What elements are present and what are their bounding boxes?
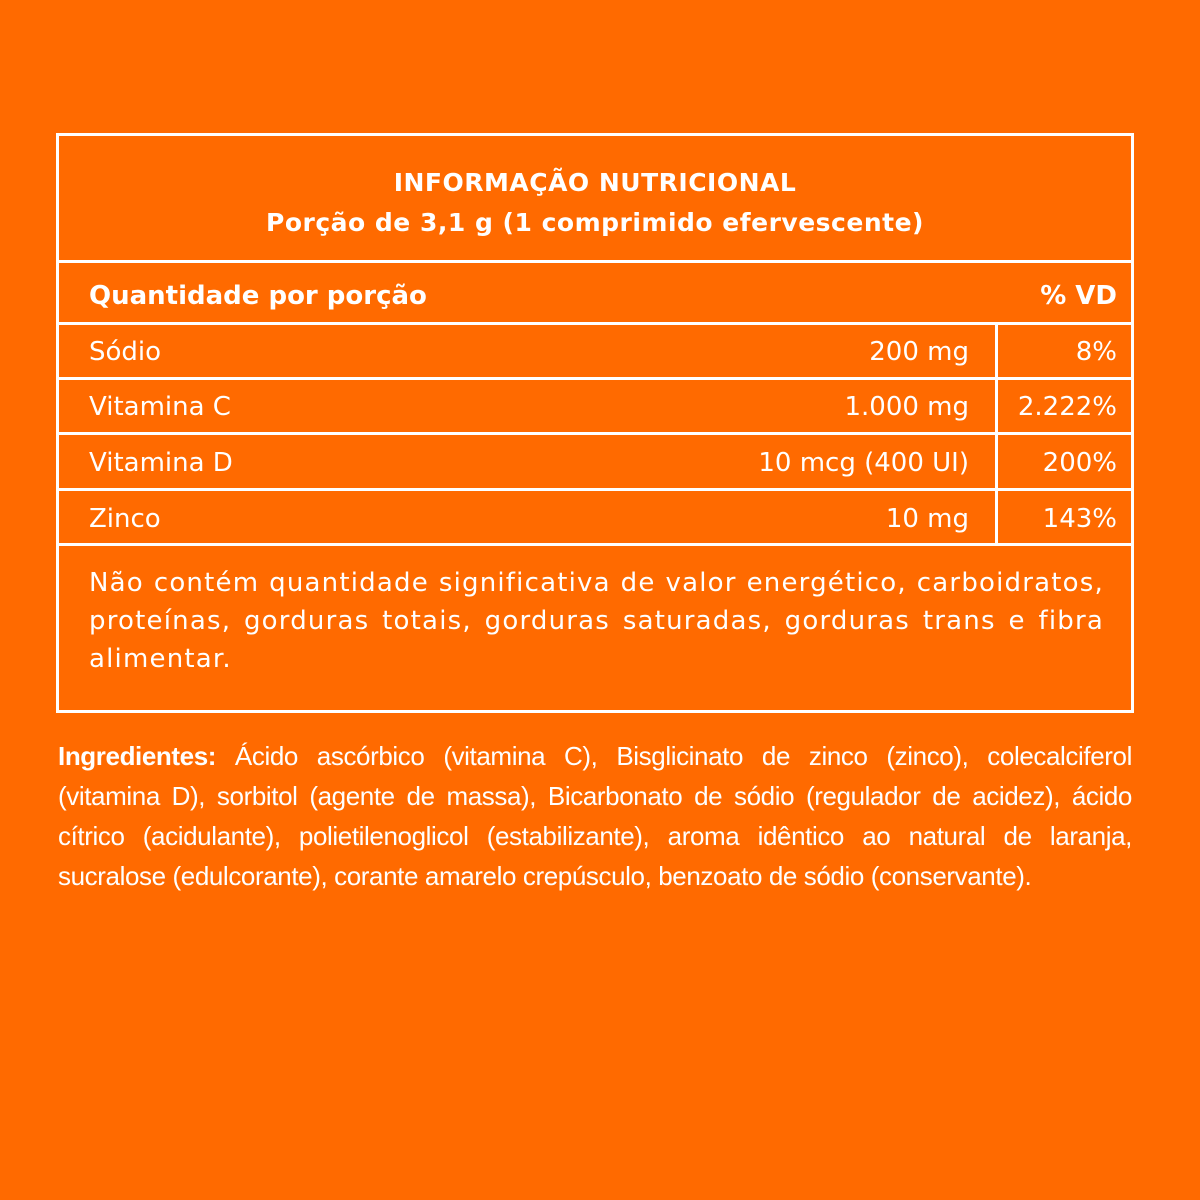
- nutrient-name: Vitamina D: [89, 448, 233, 478]
- nutrient-dv: 200%: [1042, 448, 1117, 478]
- serving-size: Porção de 3,1 g (1 comprimido efervescente): [266, 208, 924, 237]
- nutrient-dv: 2.222%: [1017, 392, 1117, 422]
- divider: [59, 260, 1131, 263]
- divider: [59, 322, 1131, 325]
- nutrition-facts-table: [56, 133, 1134, 713]
- ingredients-text: Ácido ascórbico (vitamina C), Bisglicinato de zinco (zinco), colecalciferol (vitamina D), sorbitol (agente de massa), Bicarbonato de sódio (regulador de acidez), ácido cítrico (acidulante), polietilenoglicol (estabilizante), aroma idêntico ao natural de laranja, sucralose (edulcorante), corante amarelo crepúsculo, benzoato de sódio (conservante).: [58, 741, 1132, 891]
- divider: [59, 488, 1131, 491]
- nutrient-amount: 10 mg: [885, 504, 969, 534]
- column-divider: [995, 325, 998, 543]
- divider: [59, 432, 1131, 435]
- divider: [59, 543, 1131, 546]
- nutrient-amount: 10 mcg (400 UI): [758, 448, 969, 478]
- table-title: INFORMAÇÃO NUTRICIONAL: [393, 168, 797, 197]
- nutrient-name: Vitamina C: [89, 392, 231, 422]
- nutrient-amount: 1.000 mg: [844, 392, 969, 422]
- column-header-quantity: Quantidade por porção: [89, 281, 427, 311]
- footnote: Não contém quantidade significativa de valor energético, carboidratos, proteínas, gorduras totais, gorduras saturadas, gorduras trans e fibra alimentar.: [89, 568, 1104, 674]
- divider: [59, 377, 1131, 380]
- nutrient-amount: 200 mg: [869, 337, 969, 367]
- nutrient-name: Zinco: [89, 504, 161, 534]
- ingredients-paragraph: [58, 736, 1132, 896]
- nutrient-name: Sódio: [89, 337, 162, 367]
- nutrient-dv: 143%: [1042, 504, 1117, 534]
- column-header-dv: % VD: [1040, 281, 1117, 311]
- ingredients-label: Ingredientes:: [58, 741, 217, 771]
- nutrient-dv: 8%: [1075, 337, 1117, 367]
